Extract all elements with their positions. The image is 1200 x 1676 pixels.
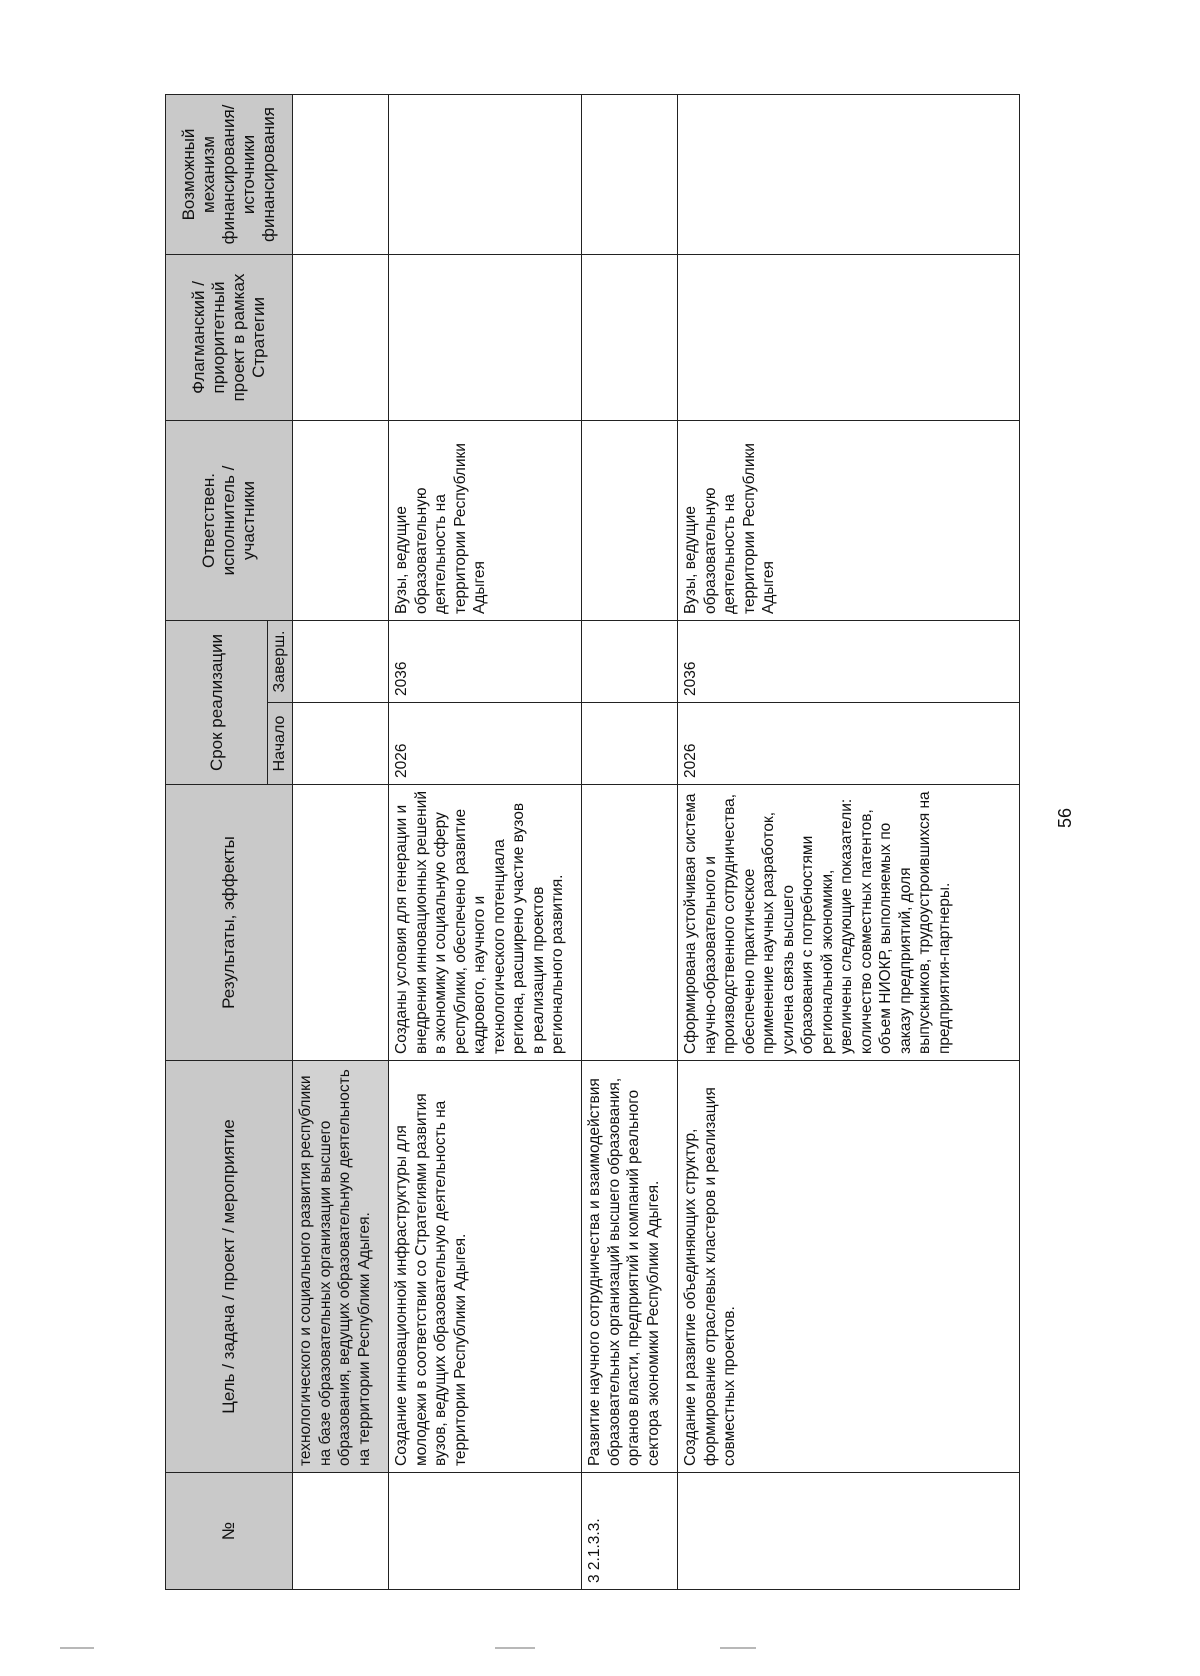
header-goal: Цель / задача / проект / мероприятие	[166, 1061, 293, 1473]
row-financing	[582, 94, 678, 254]
row-num	[293, 1473, 389, 1590]
header-term: Срок реализации	[166, 620, 268, 784]
row-num	[389, 1473, 582, 1590]
table-row	[582, 94, 678, 1589]
header-responsible: Ответствен. исполнитель / участники	[166, 420, 293, 620]
scan-speck	[720, 1647, 756, 1649]
row-goal: Создание и развитие объединяющих структур, формирование отраслевых кластеров и реализация совместных проектов.	[678, 1061, 1020, 1473]
scan-speck	[495, 1647, 535, 1649]
header-term-start: Начало	[268, 703, 293, 785]
table-row	[678, 94, 1020, 1589]
row-num: 3 2.1.3.3.	[582, 1473, 678, 1590]
header-financing: Возможный механизм финансирования/ источники финансирования	[166, 94, 293, 254]
row-start: 2026	[678, 703, 1020, 785]
row-responsible: Вузы, ведущие образовательную деятельность на территории Республики Адыгея	[389, 420, 582, 620]
strategy-table	[165, 94, 1020, 1590]
row-start: 2026	[389, 703, 582, 785]
row-financing	[389, 94, 582, 254]
row-flagship	[293, 254, 389, 420]
page-number: 56	[1055, 807, 1075, 828]
row-start	[293, 703, 389, 785]
row-start	[582, 703, 678, 785]
row-responsible	[293, 420, 389, 620]
header-term-end: Заверш.	[268, 620, 293, 702]
row-end: 2036	[389, 620, 582, 702]
rotated-table-sheet	[165, 95, 1035, 1590]
header-num: №	[166, 1473, 293, 1590]
table-row	[293, 94, 389, 1589]
row-results	[293, 785, 389, 1061]
scan-speck	[60, 1647, 94, 1649]
row-goal: технологического и социального развития республики на базе образовательных организации высшего образования, ведущих образовательную деятельность на территории Республики Адыгея.	[293, 1061, 389, 1473]
row-responsible: Вузы, ведущие образовательную деятельность на территории Республики Адыгея	[678, 420, 1020, 620]
row-results: Сформирована устойчивая система научно-образовательного и производственного сотрудничества, обеспечено практическое применение научных разработок, усилена связь высшего образования с потребностями региональной экономики, увеличены следующие показатели: количество совместных патентов, объем НИОКР, выполняемых по заказу предприятий, доля выпускников, трудоустроившихся на предприятия-партнеры.	[678, 785, 1020, 1061]
row-results: Созданы условия для генерации и внедрения инновационных решений в экономику и социальную сферу республики, обеспечено развитие кадрового, научного и технологического потенциала региона, расширено участие вузов в реализации проектов регионального развития.	[389, 785, 582, 1061]
row-results	[582, 785, 678, 1061]
row-financing	[678, 94, 1020, 254]
row-goal: Создание инновационной инфраструктуры для молодежи в соответствии со Стратегиями развития вузов, ведущих образовательную деятельность на территории Республики Адыгея.	[389, 1061, 582, 1473]
header-flagship: Флагманский / приоритетный проект в рамках Стратегии	[166, 254, 293, 420]
row-end: 2036	[678, 620, 1020, 702]
row-flagship	[678, 254, 1020, 420]
row-financing	[293, 94, 389, 254]
row-flagship	[582, 254, 678, 420]
row-flagship	[389, 254, 582, 420]
row-end	[582, 620, 678, 702]
table-row	[389, 94, 582, 1589]
row-num	[678, 1473, 1020, 1590]
row-goal: Развитие научного сотрудничества и взаимодействия образовательных организаций высшего образования, органов власти, предприятий и компаний реального сектора экономики Республики Адыгея.	[582, 1061, 678, 1473]
row-end	[293, 620, 389, 702]
header-results: Результаты, эффекты	[166, 785, 293, 1061]
row-responsible	[582, 420, 678, 620]
